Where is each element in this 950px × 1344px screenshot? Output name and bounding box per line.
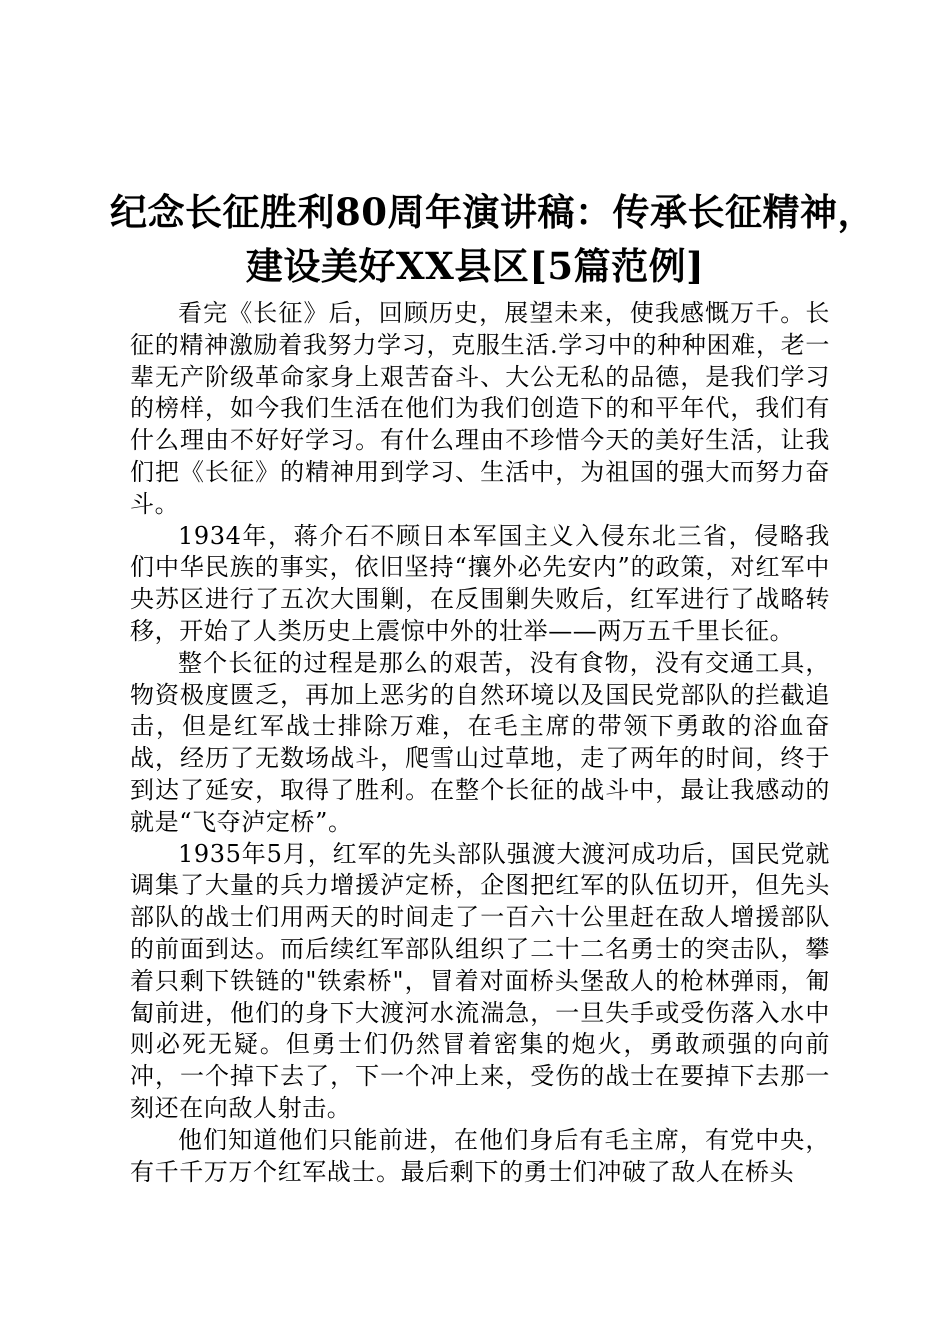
title-line-1: 纪念长征胜利80周年演讲稿：传承长征精神，: [110, 189, 875, 234]
document-title: [110, 185, 875, 293]
paragraph-5: 他们知道他们只能前进，在他们身后有毛主席，有党中央，有千千万万个红军战士。最后剩下的勇士们冲破了敌人在桥头: [130, 1125, 830, 1186]
paragraph-3: 整个长征的过程是那么的艰苦，没有食物，没有交通工具，物资极度匮乏，再加上恶劣的自然环境以及国民党部队的拦截追击，但是红军战士排除万难，在毛主席的带领下勇敢的浴血奋战，经历了无数场战斗，爬雪山过草地，走了两年的时间，终于到达了延安，取得了胜利。在整个长征的战斗中，最让我感动的就是“飞夺泸定桥”。: [130, 648, 830, 836]
title-line-2: 建设美好XX县区[5篇范例]: [245, 243, 705, 288]
paragraph-1: 看完《长征》后，回顾历史，展望未来，使我感慨万千。长征的精神激励着我努力学习，克服生活.学习中的种种困难，老一辈无产阶级革命家身上艰苦奋斗、大公无私的品德，是我们学习的榜样，如今我们生活在他们为我们创造下的和平年代，我们有什么理由不好好学习。有什么理由不珍惜今天的美好生活，让我们把《长征》的精神用到学习、生活中，为祖国的强大而努力奋斗。: [130, 299, 830, 518]
paragraph-2: 1934年，蒋介石不顾日本军国主义入侵东北三省，侵略我们中华民族的事实，依旧坚持“攘外必先安内”的政策，对红军中央苏区进行了五次大围剿，在反围剿失败后，红军进行了战略转移，开始了人类历史上震惊中外的壮举——两万五千里长征。: [130, 521, 830, 645]
paragraph-4: 1935年5月，红军的先头部队强渡大渡河成功后，国民党就调集了大量的兵力增援泸定桥，企图把红军的队伍切开，但先头部队的战士们用两天的时间走了一百六十公里赶在敌人增援部队的前面到达。而后续红军部队组织了二十二名勇士的突击队，攀着只剩下铁链的"铁索桥"，冒着对面桥头堡敌人的枪林弹雨，匍匐前进，他们的身下大渡河水流湍急，一旦失手或受伤落入水中则必死无疑。但勇士们仍然冒着密集的炮火，勇敢顽强的向前冲，一个掉下去了，下一个冲上来，受伤的战士在要掉下去那一刻还在向敌人射击。: [130, 839, 830, 1122]
document-body: [130, 298, 830, 1188]
